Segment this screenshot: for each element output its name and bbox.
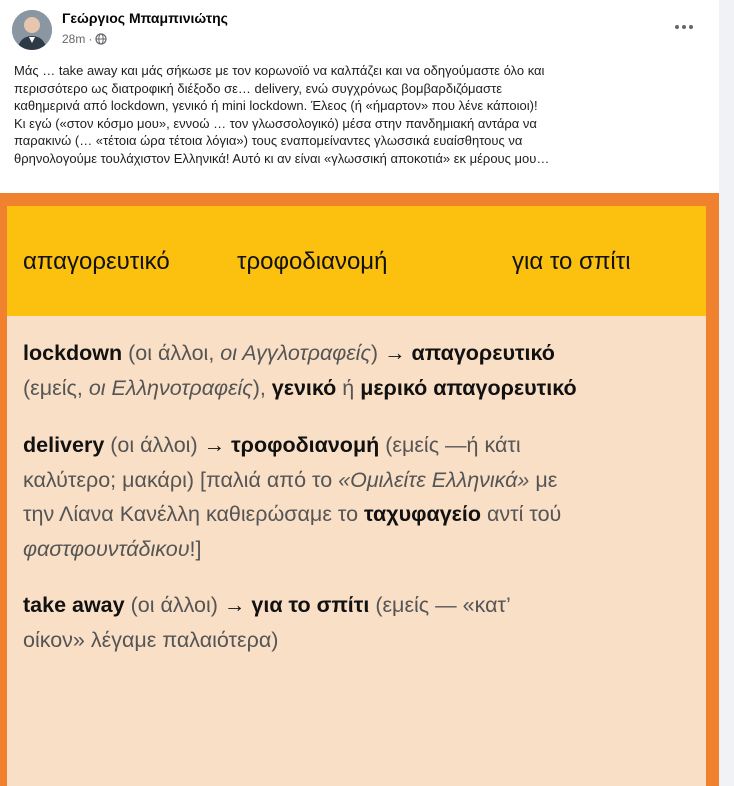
translation: για το σπίτι — [251, 593, 370, 617]
text: (εμείς — «κατ’ — [369, 593, 511, 617]
text: καλύτερο; μακάρι) [παλιά από το — [23, 467, 339, 492]
arrow: → — [384, 341, 412, 365]
text: (εμείς —ή κάτι — [379, 433, 521, 457]
globe-icon[interactable] — [95, 33, 107, 45]
entry-lockdown — [23, 336, 695, 405]
translation: γενικό — [271, 375, 337, 400]
post-text-line: θρηνολογούμε τουλάχιστον Ελληνικά! Αυτό κι αν είναι «γλωσσική αποκοτιά» εκ μέρους μου… — [14, 150, 550, 166]
more-options-icon — [674, 24, 694, 30]
meta-separator: · — [88, 32, 93, 46]
text: (οι άλλοι) — [104, 433, 204, 457]
text: οι Αγγλοτραφείς — [220, 341, 371, 365]
text: (οι άλλοι, — [122, 341, 221, 365]
more-options-button[interactable] — [666, 13, 702, 41]
post-text-line: καθημερινά από lockdown, γενικό ή mini lockdown. Έλεος (ή «ήμαρτον» που λένε κάποιοι)! — [14, 98, 538, 113]
term: take away — [23, 593, 125, 617]
text: ή — [336, 375, 361, 400]
translation: τροφοδιανομή — [231, 433, 380, 457]
person-icon — [12, 10, 52, 50]
text: αντί τού — [480, 502, 562, 526]
post-text-line: Κι εγώ («στον κόσμο μου», εννοώ … τον γλωσσολογικό) μέσα στην πανδημιακή αντάρα να — [14, 115, 537, 131]
text: την Λίανα Κανέλλη καθιερώσαμε το — [23, 502, 364, 526]
post-text — [14, 62, 706, 167]
text: (οι άλλοι) — [124, 593, 224, 617]
arrow: → — [203, 433, 232, 457]
author-name[interactable]: Γεώργιος Μπαμπινιώτης — [62, 10, 228, 26]
post-text-line: παρακινώ (… «τέτοια ώρα τέτοια λόγια») τους εναπομείναντες γλωσσικά ευαίσθητους να — [14, 133, 523, 148]
text: ), — [252, 375, 272, 400]
text: φαστφουντάδικου — [23, 536, 190, 561]
text: οι Ελληνοτραφείς — [88, 375, 253, 400]
term: lockdown — [23, 341, 123, 365]
card-body — [7, 316, 706, 786]
term: delivery — [23, 433, 105, 457]
post-meta — [62, 32, 107, 46]
post-text-line: περισσότερο ως διατροφική διέξοδο σε… delivery, ενώ συγχρόνως βομβαρδιζόμαστε — [14, 80, 503, 96]
translation: μερικό απαγορευτικό — [360, 375, 577, 400]
text: (εμείς, — [23, 375, 89, 400]
post-time[interactable]: 28m — [62, 32, 86, 46]
post-header — [10, 9, 710, 53]
header-term-delivery: τροφοδιανομή — [237, 248, 388, 275]
entry-delivery — [23, 428, 695, 566]
post-text-line: Μάς … take away και μάς σήκωσε με τον κορωνοϊό να καλπάζει και να οδηγούμαστε όλο και — [14, 63, 545, 78]
card-header — [7, 206, 706, 316]
translation: απαγορευτικό — [411, 341, 555, 365]
header-term-takeaway: για το σπίτι — [512, 248, 631, 275]
text: !] — [189, 536, 202, 561]
text: ) — [370, 341, 385, 365]
header-term-lockdown: απαγορευτικό — [23, 248, 170, 275]
text: με — [529, 467, 558, 492]
translation: ταχυφαγείο — [364, 502, 481, 526]
text: οίκον» λέγαμε παλαιότερα) — [23, 627, 279, 652]
author-avatar[interactable] — [12, 10, 52, 50]
text: «Ομιλείτε Ελληνικά» — [338, 467, 530, 492]
entry-takeaway — [23, 588, 695, 657]
arrow: → — [223, 593, 252, 617]
post-image-card[interactable] — [0, 193, 719, 786]
